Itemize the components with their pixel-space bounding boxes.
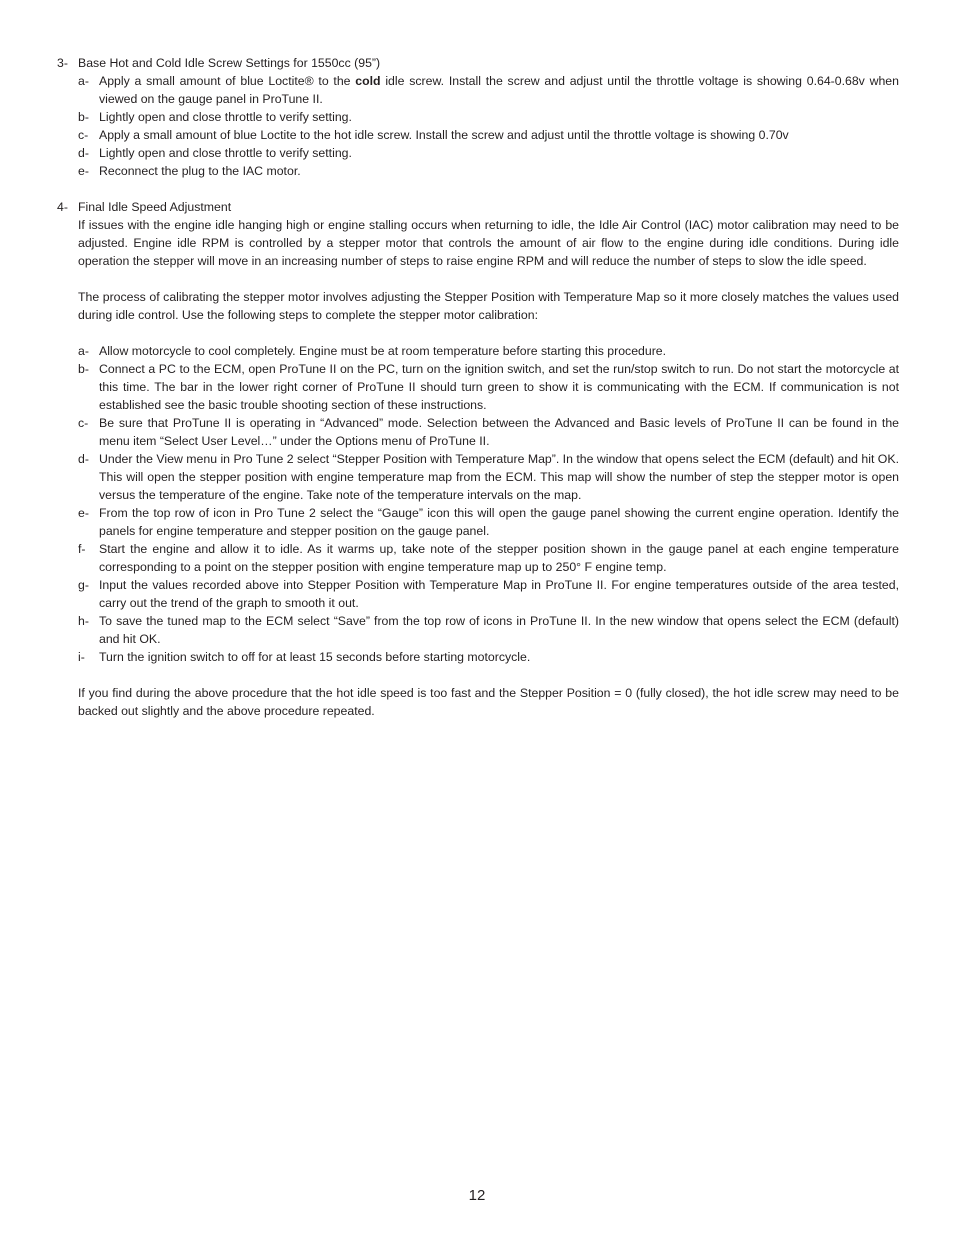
item-letter: e-: [78, 164, 89, 178]
section-title: Base Hot and Cold Idle Screw Settings for 1550cc (95”): [78, 56, 381, 70]
page-number: 12: [468, 1187, 486, 1204]
item-text: Allow motorcycle to cool completely. Engine must be at room temperature before starting this procedure.: [99, 344, 667, 358]
list-item: [78, 414, 899, 450]
list-item: [78, 612, 899, 648]
intro-paragraph: If issues with the engine idle hanging high or engine stalling occurs when returning to idle, the Idle Air Control (IAC) motor calibration may need to be adjusted. Engine idle RPM is controlled by a stepper motor that controls the amount of air flow to the engine during idle conditions. During idle operation the stepper will move in an increasing number of steps to raise engine RPM and will reduce the number of steps to slow the idle speed.: [78, 218, 899, 268]
section-4: [57, 198, 899, 720]
item-text: Be sure that ProTune II is operating in “Advanced” mode. Selection between the Advanced and Basic levels of ProTune II can be found in the menu item “Select User Level…” under the Options menu of ProTune II.: [99, 416, 899, 448]
section-title: Final Idle Speed Adjustment: [78, 200, 232, 214]
spacer: [78, 324, 899, 342]
item-text: Lightly open and close throttle to verify setting.: [99, 110, 352, 124]
list-item: [78, 144, 899, 162]
item-text: [99, 72, 899, 108]
list-item: [78, 504, 899, 540]
item-text: Input the values recorded above into Stepper Position with Temperature Map in ProTune II. For engine temperatures outside of the area tested, carry out the trend of the graph to smooth it out.: [99, 578, 899, 610]
list-item: [78, 72, 899, 108]
item-letter: e-: [78, 506, 89, 520]
section-number: 4-: [57, 200, 68, 214]
section-number: 3-: [57, 56, 68, 70]
list-item: [78, 162, 899, 180]
item-text: Apply a small amount of blue Loctite to the hot idle screw. Install the screw and adjust until the throttle voltage is showing 0.70v: [99, 128, 789, 142]
item-text: Under the View menu in Pro Tune 2 select “Stepper Position with Temperature Map”. In the window that opens select the ECM (default) and hit OK. This will open the stepper position with engine temperature map from the ECM. This map will show the number of step the stepper motor is open versus the temperature of the engine. Take note of the temperature intervals on the map.: [99, 452, 899, 502]
item-text: Reconnect the plug to the IAC motor.: [99, 164, 301, 178]
item-text: Connect a PC to the ECM, open ProTune II on the PC, turn on the ignition switch, and set the run/stop switch to run. Do not start the motorcycle at this time. The bar in the lower right corner of ProTune II should turn green to show it is communicating with the ECM. If communication is not established see the basic trouble shooting section of these instructions.: [99, 362, 899, 412]
section-body: [78, 54, 899, 180]
list-item: [78, 576, 899, 612]
list-item: [78, 108, 899, 126]
item-text: Turn the ignition switch to off for at least 15 seconds before starting motorcycle.: [99, 650, 531, 664]
item-letter: d-: [78, 146, 89, 160]
list-item: [78, 126, 899, 144]
section-body: [78, 198, 899, 720]
item-text: Lightly open and close throttle to verify setting.: [99, 146, 352, 160]
item-letter: c-: [78, 128, 89, 142]
item-letter: c-: [78, 416, 89, 430]
spacer: [78, 270, 899, 288]
list-item: [78, 540, 899, 576]
item-letter: f-: [78, 542, 86, 556]
intro-paragraph: The process of calibrating the stepper motor involves adjusting the Stepper Position with Temperature Map so it more closely matches the values used during idle control. Use the following steps to complete the stepper motor calibration:: [78, 290, 899, 322]
list-item: [78, 342, 899, 360]
list-item: [78, 450, 899, 504]
item-letter: h-: [78, 614, 89, 628]
item-text-part: Apply a small amount of blue Loctite® to the: [99, 74, 356, 88]
item-letter: g-: [78, 578, 89, 592]
item-text: From the top row of icon in Pro Tune 2 select the “Gauge” icon this will open the gauge panel showing the current engine operation. Identify the panels for engine temperature and stepper position on the gauge panel.: [99, 506, 899, 538]
document-page: [57, 54, 899, 720]
spacer: [78, 666, 899, 684]
spacer: [57, 180, 899, 198]
item-text: To save the tuned map to the ECM select “Save” from the top row of icons in ProTune II. In the new window that opens select the ECM (default) and hit OK.: [99, 614, 899, 646]
item-letter: a-: [78, 344, 89, 358]
item-letter: b-: [78, 362, 89, 376]
item-letter: d-: [78, 452, 89, 466]
item-text-part: idle screw. Install the screw and adjust until the throttle voltage is showing 0.64-0.68v when viewed on the gauge panel in ProTune II.: [99, 74, 899, 106]
item-letter: b-: [78, 110, 89, 124]
list-item: [78, 360, 899, 414]
step-list: [78, 342, 899, 666]
list-item: [78, 648, 899, 666]
step-list: [78, 72, 899, 180]
item-text-bold: cold: [355, 74, 381, 88]
item-text: Start the engine and allow it to idle. As it warms up, take note of the stepper position shown in the gauge panel at each engine temperature corresponding to a point on the stepper position with engine temperature map up to 250° F engine temp.: [99, 542, 899, 574]
item-letter: i-: [78, 650, 85, 664]
item-letter: a-: [78, 74, 89, 88]
section-3: [57, 54, 899, 180]
closing-paragraph: If you find during the above procedure that the hot idle speed is too fast and the Stepper Position = 0 (fully closed), the hot idle screw may need to be backed out slightly and the above procedure repeated.: [78, 686, 899, 718]
